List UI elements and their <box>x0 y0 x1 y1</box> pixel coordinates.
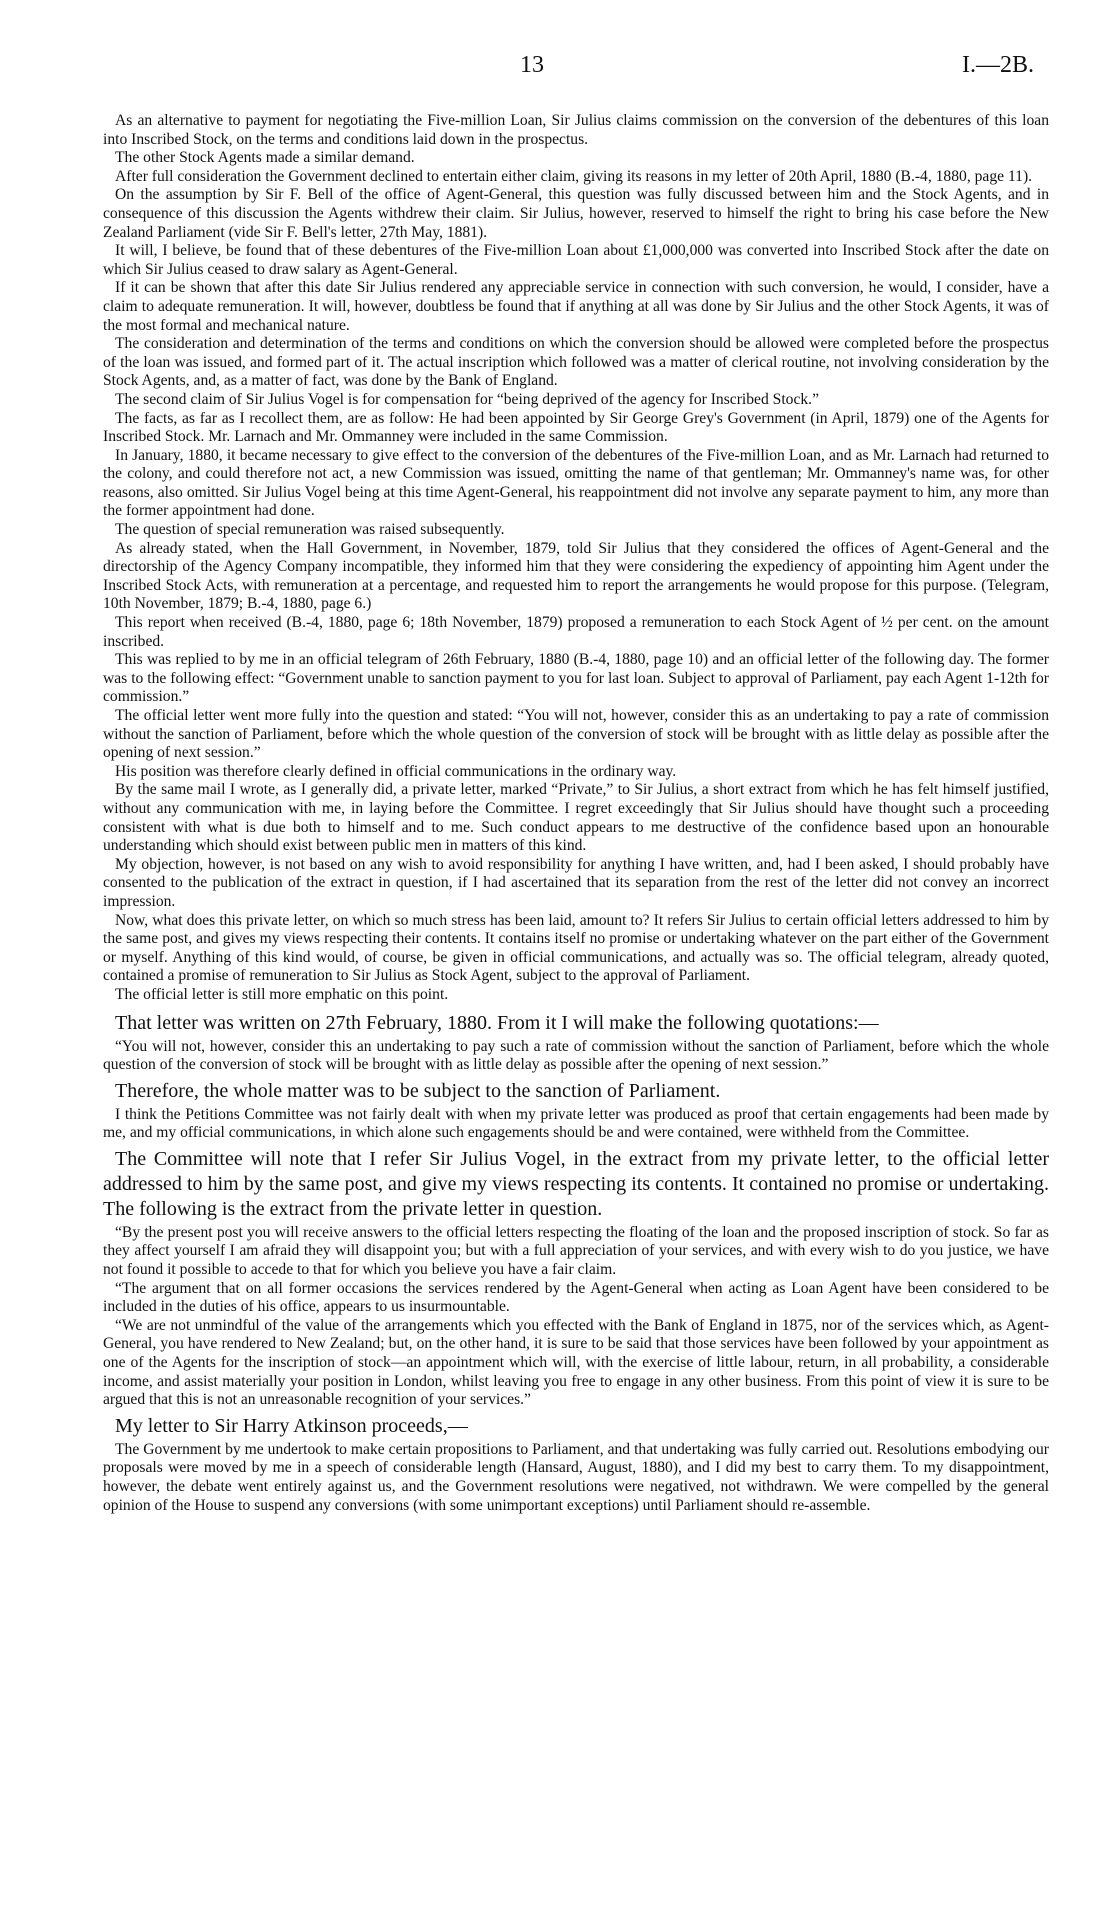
paragraph: As already stated, when the Hall Government, in November, 1879, told Sir Julius that they considered the offices of Agent-General and the directorship of the Agency Company incompatible, they informed him that they were considering the expediency of appointing him Agent under the Inscribed Stock Acts, with remuneration at a percentage, and requested him to report the arrangements he would propose for this purpose. (Telegram, 10th November, 1879; B.-4, 1880, page 6.) <box>103 539 1049 613</box>
paragraph: I think the Petitions Committee was not fairly dealt with when my private letter was produced as proof that certain engagements had been made by me, and my official communications, in which alone such engagements should be and were contained, were withheld from the Committee. <box>103 1105 1049 1142</box>
paragraph: My objection, however, is not based on any wish to avoid responsibility for anything I have written, and, had I been asked, I should probably have consented to the publication of the extract in question, if I had ascertained that its separation from the rest of the letter did not convey an incorrect impression. <box>103 855 1049 910</box>
paragraph: The official letter is still more emphatic on this point. <box>115 985 449 1003</box>
quoted-paragraph: “By the present post you will receive answers to the official letters respecting the floating of the loan and the proposed inscription of stock. So far as they affect yourself I am afraid they will disappoint you; but with a full appreciation of your services, and with every wish to do you justice, we have not found it possible to accede to that for which you believe you have a fair claim. <box>103 1223 1049 1279</box>
paragraph: The question of special remuneration was raised subsequently. <box>115 521 505 539</box>
paragraph: As an alternative to payment for negotiating the Five-million Loan, Sir Julius claims commission on the conversion of the debentures of this loan into Inscribed Stock, on the terms and conditions laid down in the prospectus. <box>103 112 1049 148</box>
quoted-paragraph: “We are not unmindful of the value of the arrangements which you effected with the Bank of England in 1875, nor of the services which, as Agent-General, you have rendered to New Zealand; but, on the other hand, it is sure to be said that those services have been followed by your appointment as one of the Agents for the inscription of stock—an appointment which will, with the exercise of little labour, return, in all probability, a considerable income, and assist materially your position in London, whilst leaving you free to engage in any other business. From this point of view it is sure to be argued that this is not an unreasonable recognition of your services.” <box>103 1316 1049 1409</box>
quoted-paragraph: “You will not, however, consider this an undertaking to pay such a rate of commission without the sanction of Parliament, before which the whole question of the conversion of stock will be brought with as little delay as possible after the opening of next session.” <box>103 1037 1049 1074</box>
paragraph: The consideration and determination of the terms and conditions on which the conversion should be allowed were completed before the prospectus of the loan was issued, and formed part of it. The actual inscription which followed was a matter of clerical routine, not involving consideration by the Stock Agents, and, as a matter of fact, was done by the Bank of England. <box>103 335 1049 390</box>
paragraph: This was replied to by me in an official telegram of 26th February, 1880 (B.-4, 1880, page 10) and an official letter of the following day. The former was to the following effect: “Government unable to sanction payment to you for last loan. Subject to approval of Parliament, pay each Agent 1-12th for commission.” <box>103 651 1049 706</box>
paragraph: The Committee will note that I refer Sir Julius Vogel, in the extract from my private letter, to the official letter addressed to him by the same post, and give my views respecting its contents. It contained no promise or undertaking. The following is the extract from the private letter in question. <box>103 1147 1049 1220</box>
page-header <box>0 52 1114 86</box>
paragraph: His position was therefore clearly defined in official communications in the ordinary way. <box>115 762 677 780</box>
paragraph: That letter was written on 27th February, 1880. From it I will make the following quotations:— <box>115 1011 879 1034</box>
paragraph: Therefore, the whole matter was to be subject to the sanction of Parliament. <box>115 1079 721 1102</box>
paragraph: In January, 1880, it became necessary to give effect to the conversion of the debentures of the Five-million Loan, and as Mr. Larnach had returned to the colony, and could therefore not act, a new Commission was issued, omitting the name of that gentleman; Mr. Ommanney's name was, for other reasons, also omitted. Sir Julius Vogel being at this time Agent-General, his reappointment did not involve any separate payment to him, any more than the former appointment had done. <box>103 446 1049 520</box>
paragraph: My letter to Sir Harry Atkinson proceeds,— <box>115 1414 468 1437</box>
quoted-paragraph: “The argument that on all former occasions the services rendered by the Agent-General when acting as Loan Agent have been considered to be included in the duties of his office, appears to us insurmountable. <box>103 1279 1049 1316</box>
paragraph: The official letter went more fully into the question and stated: “You will not, however, consider this as an undertaking to pay a rate of commission without the sanction of Parliament, before which the whole question of the conversion of stock will be brought with as little delay as possible after the opening of next session.” <box>103 707 1049 762</box>
page-number: 13 <box>520 52 544 78</box>
paragraph: If it can be shown that after this date Sir Julius rendered any appreciable service in connection with such conversion, he would, I consider, have a claim to adequate remuneration. It will, however, doubtless be found that if anything at all was done by Sir Julius and the other Stock Agents, it was of the most formal and mechanical nature. <box>103 279 1049 334</box>
paragraph: By the same mail I wrote, as I generally did, a private letter, marked “Private,” to Sir Julius, a short extract from which he has felt himself justified, without any communication with me, in laying before the Committee. I regret exceedingly that Sir Julius should have thought such a proceeding consistent with what is due both to himself and to me. Such conduct appears to me destructive of the confidence based upon an honourable understanding which should exist between public men in matters of this kind. <box>103 781 1049 855</box>
paragraph: It will, I believe, be found that of these debentures of the Five-million Loan about £1,000,000 was converted into Inscribed Stock after the date on which Sir Julius ceased to draw salary as Agent-General. <box>103 242 1049 278</box>
paragraph: On the assumption by Sir F. Bell of the office of Agent-General, this question was fully discussed between him and the Stock Agents, and in consequence of this discussion the Agents withdrew their claim. Sir Julius, however, reserved to himself the right to bring his case before the New Zealand Parliament (vide Sir F. Bell's letter, 27th May, 1881). <box>103 186 1049 241</box>
paragraph: This report when received (B.-4, 1880, page 6; 18th November, 1879) proposed a remuneration to each Stock Agent of ½ per cent. on the amount inscribed. <box>103 614 1049 650</box>
paragraph: The Government by me undertook to make certain propositions to Parliament, and that undertaking was fully carried out. Resolutions embodying our proposals were moved by me in a speech of considerable length (Hansard, August, 1880), and I did my best to carry them. To my disappointment, however, the debate went entirely against us, and the Government resolutions were negatived, not withdrawn. We were compelled by the general opinion of the House to suspend any conversions (with some unimportant exceptions) until Parliament should re-assemble. <box>103 1440 1049 1514</box>
paragraph: After full consideration the Government declined to entertain either claim, giving its reasons in my letter of 20th April, 1880 (B.-4, 1880, page 11). <box>115 167 1033 185</box>
paragraph: The facts, as far as I recollect them, are as follow: He had been appointed by Sir George Grey's Government (in April, 1879) one of the Agents for Inscribed Stock. Mr. Larnach and Mr. Ommanney were included in the same Commission. <box>103 409 1049 446</box>
document-body <box>103 112 1049 1515</box>
paragraph: The second claim of Sir Julius Vogel is for compensation for “being deprived of the agency for Inscribed Stock.” <box>115 390 819 408</box>
paragraph: Now, what does this private letter, on which so much stress has been laid, amount to? It refers Sir Julius to certain official letters addressed to him by the same post, and gives my views respecting their contents. It contains itself no promise or undertaking whatever on the part either of the Government or myself. Anything of this kind would, of course, be given in official communications, and actually was so. The official telegram, already quoted, contained a promise of remuneration to Sir Julius as Stock Agent, subject to the approval of Parliament. <box>103 911 1049 985</box>
paragraph: The other Stock Agents made a similar demand. <box>115 149 415 167</box>
document-reference: I.—2B. <box>962 52 1034 78</box>
